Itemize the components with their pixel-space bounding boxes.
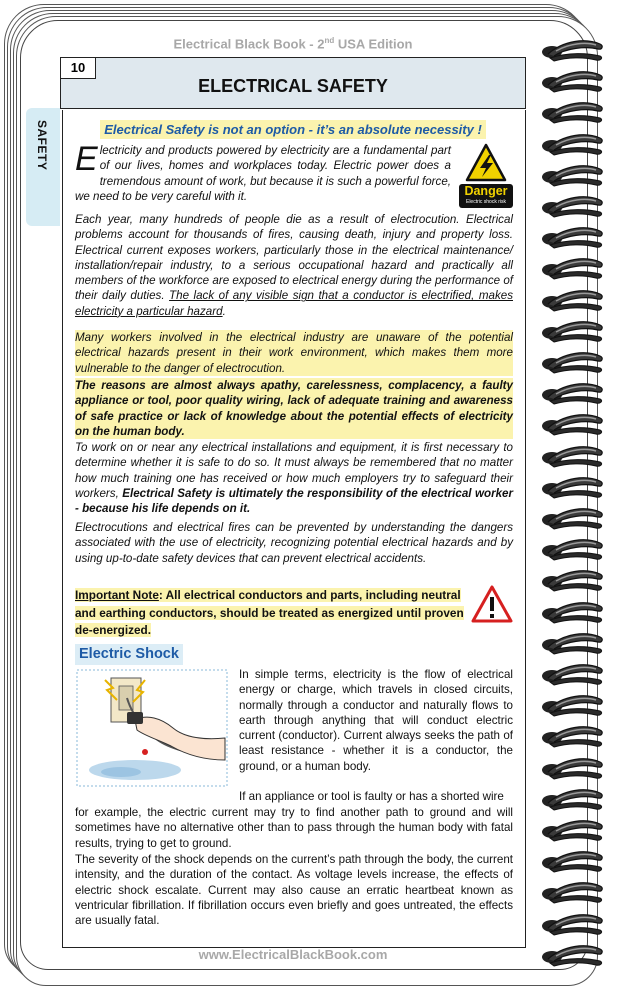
danger-sign xyxy=(459,143,513,209)
warning-icon xyxy=(470,584,514,624)
intro-text: lectricity and products powered by electricity are a fundamental part of our lives, homes and workplaces today. Electric power does a tremendous amount of work, but because it is such a powerful force, we need to be very careful with it. xyxy=(75,144,451,203)
responsibility-text: To work on or near any electrical installations and equipment, it is first necessary to determine whether it is safe to do so. It must always be remembered that no matter how much training one has received or how much employers try to safeguard their workers, xyxy=(75,441,513,500)
shock-paragraph-2a: If an appliance or tool is faulty or has a shorted wire xyxy=(239,790,504,803)
spiral-coil xyxy=(534,130,606,156)
spiral-coil xyxy=(534,98,606,124)
important-note-label: Important Note xyxy=(75,588,159,602)
spiral-coil xyxy=(534,317,606,343)
edition-sup: nd xyxy=(324,36,335,45)
spiral-coil xyxy=(534,379,606,405)
paragraph-statistics xyxy=(75,212,513,319)
spiral-coil xyxy=(534,410,606,436)
spiral-coil xyxy=(534,629,606,655)
title-bar xyxy=(60,57,526,109)
spiral-coil xyxy=(534,816,606,842)
side-tab-label: SAFETY xyxy=(35,120,49,171)
spiral-coil xyxy=(534,286,606,312)
shock-paragraph-2b: for example, the electric current may try to find another path to ground and will sometimes have no alternative other than to pass through the human body with fatal results, trying to get to ground. xyxy=(75,806,513,850)
important-note-text: : All electrical conductors and parts, including neutral and earthing conductors, should be treated as energized until proven de-energized. xyxy=(75,588,464,637)
spiral-coil xyxy=(534,910,606,936)
spiral-coil xyxy=(534,941,606,967)
danger-subtext: Electric shock risk xyxy=(465,199,506,205)
shock-paragraph-3: The severity of the shock depends on the current’s path through the body, the current intensity, and the duration of the contact. As voltage levels increase, the effects of electric shock escalate. Current may also cause an erratic heartbeat known as ventricular fibrillation. If fibrillation occurs even briefly and goes untreated, the effects are usually fatal. xyxy=(75,853,513,928)
danger-label xyxy=(459,184,513,208)
spiral-coil xyxy=(534,878,606,904)
paragraph-reasons: The reasons are almost always apathy, carelessness, complacency, a faulty appliance or tool, poor quality wiring, lack of adequate training and awareness of safe practice or lack of knowledge about the potential effects of electricity on the human body. xyxy=(75,379,513,438)
statistics-text: Each year, many hundreds of people die as a result of electrocution. Electrical problems account for thousands of fires, causing death, injury and property loss. Electrical current exposes workers, particularly those in the electrical maintenance/ installation/repair industry, to a serious occupational hazard and practically all members of the workforce are exposed to electrical energy during the performance of their daily duties. xyxy=(75,213,513,303)
spiral-coil xyxy=(534,785,606,811)
statistics-end: . xyxy=(222,304,226,318)
spiral-coil xyxy=(534,161,606,187)
electric-shock-heading: Electric Shock xyxy=(75,644,183,665)
important-note xyxy=(75,587,464,640)
danger-triangle-icon xyxy=(465,143,507,183)
side-tab-safety[interactable] xyxy=(26,108,60,226)
page-number: 10 xyxy=(61,58,96,79)
spiral-coil xyxy=(534,67,606,93)
spiral-coil xyxy=(534,473,606,499)
paragraph-responsibility xyxy=(75,440,513,516)
responsibility-bold: Electrical Safety is ultimately the responsibility of the electrical worker - because his life depends on it. xyxy=(75,486,513,516)
page-title: ELECTRICAL SAFETY xyxy=(198,76,388,96)
paragraph-unaware-workers: Many workers involved in the electrical industry are unaware of the potential electrical hazards present in their work environment, which makes them more vulnerable to the danger of electrocution. xyxy=(75,331,513,375)
statistics-underlined: The lack of any visible sign that a conductor is electrified, makes electricity a particular hazard xyxy=(75,289,513,318)
spiral-coil xyxy=(534,192,606,218)
edition-suffix: USA Edition xyxy=(334,36,413,52)
spiral-coil xyxy=(534,660,606,686)
spiral-coil xyxy=(534,722,606,748)
spiral-coil xyxy=(534,566,606,592)
spiral-coil xyxy=(534,847,606,873)
spiral-coil xyxy=(534,223,606,249)
edition-header xyxy=(60,36,526,51)
spiral-coil xyxy=(534,598,606,624)
spiral-coil xyxy=(534,442,606,468)
drop-cap: E xyxy=(75,140,98,178)
danger-text: Danger xyxy=(464,184,508,198)
safety-slogan: Electrical Safety is not an option - it’s an absolute necessity ! xyxy=(100,120,486,139)
edition-prefix: Electrical Black Book - 2 xyxy=(173,36,325,52)
footer-url[interactable]: www.ElectricalBlackBook.com xyxy=(198,947,388,962)
electric-shock-illustration-icon xyxy=(75,668,229,788)
intro-paragraph xyxy=(75,140,451,204)
paragraph-prevention: Electrocutions and electrical fires can be prevented by understanding the dangers associated with the use of electricity, recognizing potential electrical hazards and by using up-to-date safety devices that can prevent electrical accidents. xyxy=(75,521,513,565)
spiral-coil xyxy=(534,504,606,530)
spiral-coil xyxy=(534,754,606,780)
spiral-coil xyxy=(534,535,606,561)
spiral-coil xyxy=(534,691,606,717)
spiral-coil xyxy=(534,348,606,374)
shock-paragraph-1: In simple terms, electricity is the flow of electrical energy or charge, which travels in closed circuits, normally through a conductor and naturally flows to earth through anything that will conduct electric current (conductor). Current always seeks the path of least resistance - whether it is a conductor, the ground, or a human body. xyxy=(239,668,513,773)
spiral-coil xyxy=(534,254,606,280)
spiral-coil xyxy=(534,36,606,62)
